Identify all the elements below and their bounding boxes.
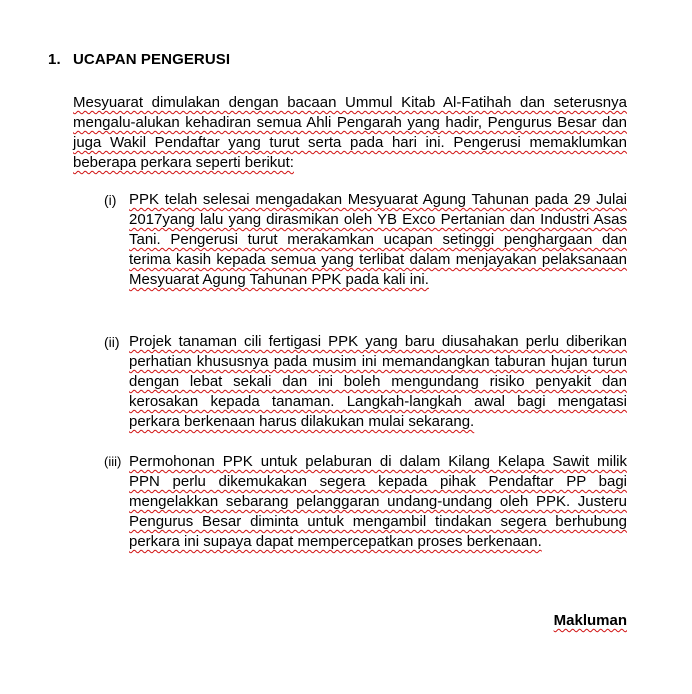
list-item	[104, 190, 627, 290]
list-item-marker: (ii)	[104, 334, 120, 350]
list-item-text: Projek tanaman cili fertigasi PPK yang baru diusahakan perlu diberikan perhatian khususnya pada musim ini memandangkan taburan hujan turun dengan lebat sekali dan ini boleh mengundang risiko penyakit dan kerosakan kepada tanaman. Langkah-langkah awal bagi mengatasi perkara berkenaan harus dilakukan mulai sekarang.	[129, 333, 627, 430]
section-heading	[48, 51, 230, 68]
list-item-text: Permohonan PPK untuk pelaburan di dalam Kilang Kelapa Sawit milik PPN perlu dikemukakan segera kepada pihak Pendaftar PP bagi mengelakkan sebarang pelanggaran undang-undang oleh PPK. Justeru Pengurus Besar diminta untuk mengambil tindakan segera berhubung perkara ini supaya dapat mempercepatkan proses berkenaan.	[129, 453, 627, 550]
list-item-text: PPK telah selesai mengadakan Mesyuarat Agung Tahunan pada 29 Julai 2017yang lalu yang dirasmikan oleh YB Exco Pertanian dan Industri Asas Tani. Pengerusi turut merakamkan ucapan setinggi penghargaan dan terima kasih kepada semua yang terlibat dalam menjayakan pelaksanaan Mesyuarat Agung Tahunan PPK pada kali ini.	[129, 191, 627, 288]
list-item	[104, 332, 627, 432]
list-item-marker: (i)	[104, 192, 117, 208]
section-title: UCAPAN PENGERUSI	[73, 51, 231, 68]
section-number: 1.	[48, 51, 61, 68]
list-item	[104, 452, 627, 552]
closing-label: Makluman	[553, 612, 627, 629]
list-item-marker: (iii)	[104, 454, 122, 469]
intro-paragraph: Mesyuarat dimulakan dengan bacaan Ummul Kitab Al-Fatihah dan seterusnya mengalu-alukan kehadiran semua Ahli Pengarah yang hadir, Pengurus Besar dan juga Wakil Pendaftar yang turut serta pada hari ini. Pengerusi memaklumkan beberapa perkara seperti berikut:	[73, 94, 627, 171]
